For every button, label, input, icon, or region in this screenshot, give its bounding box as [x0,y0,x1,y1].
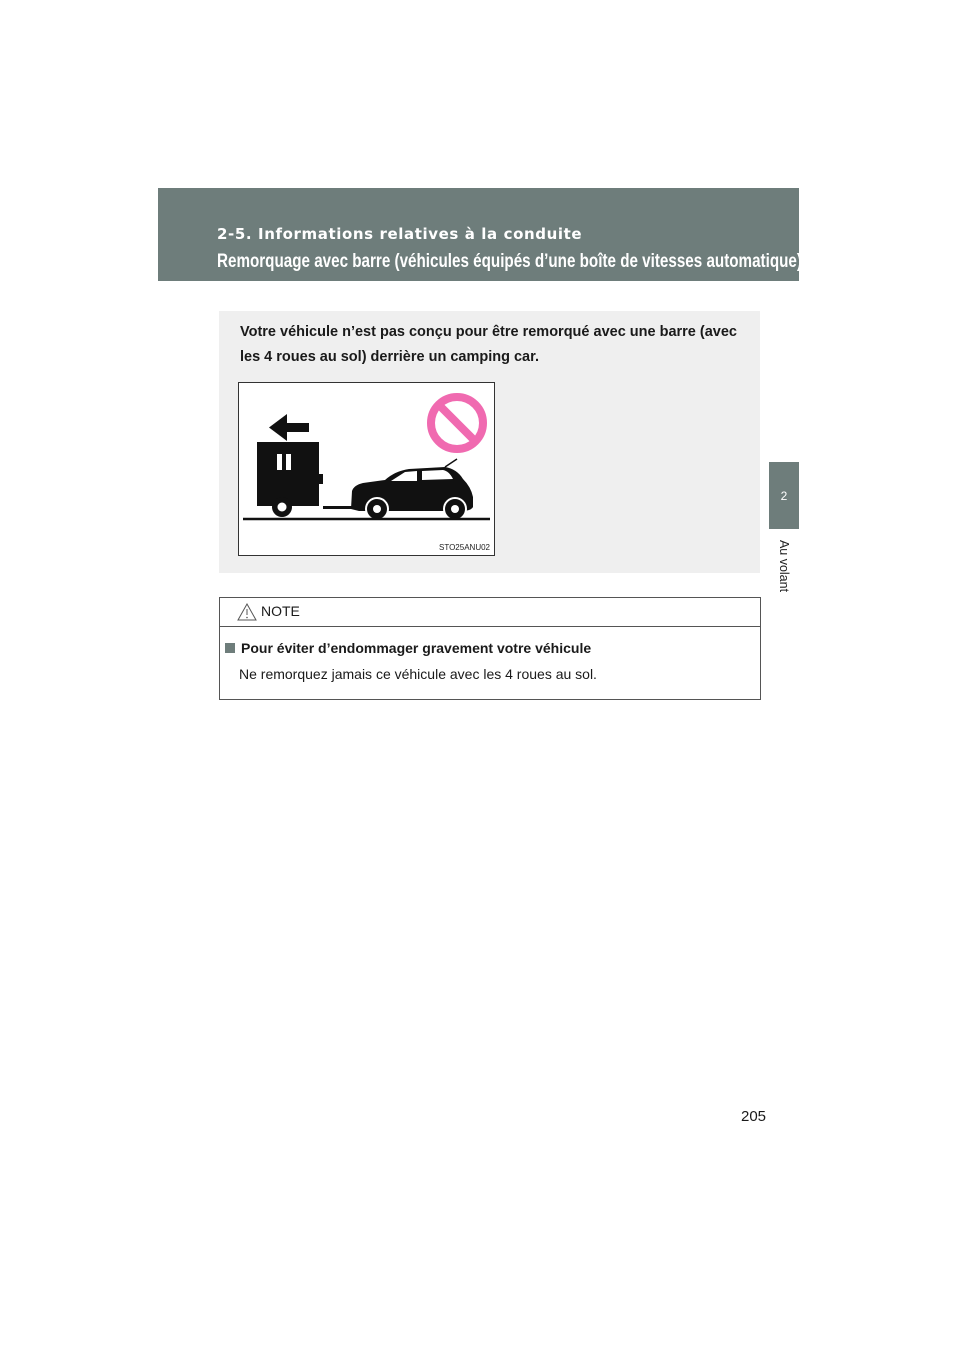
note-item-title [225,640,591,656]
chapter-number: 2 [780,488,788,503]
section-label: 2-5. Informations relatives à la conduite [217,225,583,243]
page-title: Remorquage avec barre (véhicules équipés d’une boîte de vitesses automatique) [217,250,802,272]
page-number: 205 [741,1108,767,1125]
chapter-header [158,188,802,281]
car-silhouette [351,459,473,520]
chapter-label: Au volant [777,539,791,593]
note-item-text: Ne remorquez jamais ce véhicule avec les 4 roues au sol. [239,666,597,682]
camper-trailer [257,442,323,517]
intro-box [219,311,760,573]
prohibition-icon [431,397,483,449]
towing-diagram [239,383,494,555]
warning-triangle-icon [237,603,257,621]
towing-illustration [238,382,495,556]
note-item-heading: Pour éviter d’endommager gravement votre véhicule [241,640,592,656]
square-bullet-icon [225,643,235,653]
intro-text: Votre véhicule n’est pas conçu pour être remorqué avec une barre (avec les 4 roues au sol) derrière un camping car. [240,324,737,365]
direction-arrow-icon [269,414,309,441]
note-header [220,598,760,627]
note-label: NOTE [261,603,300,619]
figure-code: STO25ANU02 [439,543,490,552]
chapter-tab [769,462,799,529]
note-box [219,597,761,700]
